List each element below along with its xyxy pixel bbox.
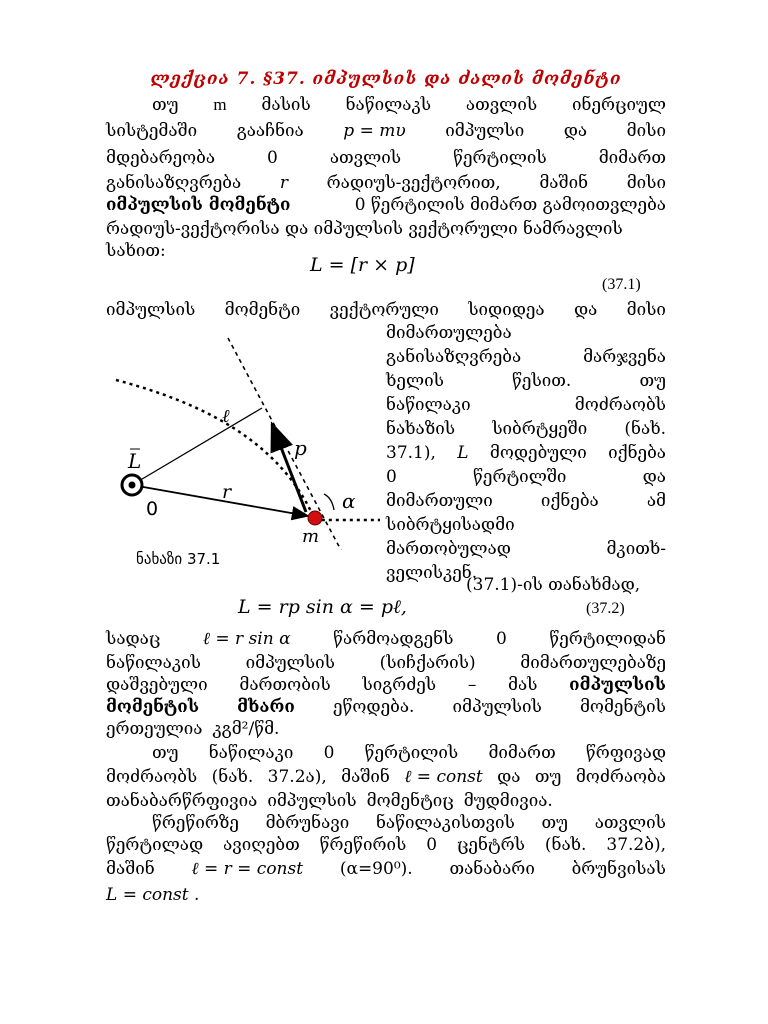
word: მხარი [237,697,295,717]
word: წრეწირის [319,835,407,855]
word: 0 [386,467,397,487]
word: და [497,767,521,787]
section-heading: §37. იმპულსის და ძალის მომენტი [263,69,622,89]
word: მისი [626,121,666,141]
word: ცენტრს [456,835,525,855]
word: მაშინ [539,173,589,193]
text-line [106,740,666,767]
label-origin: 0 [146,498,159,520]
word: მბრუნავი [265,813,350,833]
word: მისი [626,173,666,193]
figure-caption: ნახაზი 37.1 [136,550,221,568]
word: მარჯვენა [583,347,666,367]
equation-number: (37.1) [602,276,641,293]
word: ათვლის [594,813,666,833]
text-line [386,440,666,467]
word: (სიჩქარის) [379,653,476,673]
word: ნაწილაკი [208,743,294,763]
text-line [386,488,666,515]
angular-momentum-symbol: L [457,443,469,463]
word: თუ [152,95,179,115]
text-line [106,91,666,118]
word: იმპულსის [452,697,542,717]
constant-lever-formula: ℓ = const [404,767,483,787]
word: მკითხ- [606,539,666,559]
word: მომენტის [106,697,200,717]
word: მიმართ [488,743,556,763]
equation-number: (37.2) [586,600,625,617]
word: ნახაზის [386,419,456,439]
word: სისტემაში [106,121,198,141]
word: ბრუნვისას [571,859,666,879]
text-line [386,344,666,371]
text-line [106,764,666,791]
text-line [106,716,666,743]
word: წერტილიდან [549,629,666,649]
word: მომენტიც [366,791,454,811]
word: წრეწირზე [152,813,239,833]
word: განისაზღვრება [106,173,242,193]
word: წერტილის [364,743,459,763]
word: კგმ²/წმ. [212,719,280,739]
word: თანაბარწრფივია [106,791,258,811]
word: მიმართული [386,491,493,511]
word: (ნახ. [544,835,587,855]
momentum-formula: p = mυ [343,121,406,141]
word: მიმართ [598,148,666,168]
radius-vector-symbol: r [279,173,288,193]
word: მისი [626,300,666,320]
word: ნაწილაკს [345,95,432,115]
word: თუ [152,743,179,763]
word: დაშვებული [106,675,208,695]
text-line [106,145,666,172]
word: მართობის [239,675,331,695]
word: წერტილში [473,467,567,487]
angle-arc [324,494,334,510]
word: წარმოადგენს [333,629,454,649]
word: ათვლის [465,95,538,115]
word: მოძრაობს [574,395,666,415]
word: ნაწილაკის [106,653,201,673]
label-ell: ℓ [222,406,230,427]
origin-dot [129,482,136,489]
label-m: m [302,526,320,547]
word: იქნება [608,443,666,463]
word: მიმართულება [386,323,512,343]
word: თუ [541,813,569,833]
word: ვექტორული [329,300,439,320]
text-line [386,464,666,491]
constant-angular-momentum-formula: L = const . [106,885,200,905]
lecture-label: ლექცია 7. [150,69,257,89]
word: მომენტის [579,697,666,717]
word: ათვლის [329,148,402,168]
word: ერთეულია [106,719,203,739]
word: ავიღებთ [223,835,300,855]
word: და [563,121,588,141]
lecture-title [106,66,666,92]
circular-lever-formula: ℓ = r = const [191,859,304,879]
word: 37.2ა), [267,767,327,787]
word: თანაბარი [449,859,535,879]
word: სიგრძეს [362,675,437,695]
word: გააჩნია [236,121,304,141]
word: რადიუს-ვექტორისა და იმპულსის ვექტორული ნამრავლის [106,219,623,239]
text-line [386,416,666,443]
word: იმპულსი [445,121,525,141]
label-r: r [222,481,232,503]
radius-vector-arrow [132,485,308,516]
word: – [467,675,477,695]
word: მაშინ [341,767,390,787]
word: მოძრაობს [106,767,198,787]
word: განისაზღვრება [386,347,522,367]
word: მომენტი [224,300,301,320]
word: 0 [426,835,438,855]
word: წესით. [512,371,572,391]
text-line [466,572,686,599]
word: და [573,300,598,320]
word: ამ [646,491,666,511]
word: m [213,95,227,114]
word: მასის [261,95,311,115]
label-p: p [294,436,307,460]
particle-m [308,511,322,525]
text-line [386,320,666,347]
word: მდებარეობა [106,148,216,168]
text-line [106,118,666,145]
term-angular-momentum: იმპულსის მომენტი [106,195,291,215]
figure-37-1 [110,330,382,550]
word: მიმართულებაზე [520,653,666,673]
word: (ნახ. [624,419,666,439]
word: იქნება [540,491,599,511]
word: მუდმივია. [463,791,553,811]
word: 0 [323,743,335,763]
word: მას [508,675,538,695]
word: ხელის [386,371,444,391]
equation-text: L = [r × p] [310,254,415,276]
word: (ნახ. [211,767,254,787]
equation-37-2 [238,596,407,619]
word: იმპულსის [106,300,196,320]
text-line [386,512,666,539]
word: მაშინ [106,859,155,879]
text-line [106,626,666,653]
lever-arm-line [132,408,262,485]
word: სადაც [106,629,161,649]
word: ინერციულ [572,95,666,115]
word: იმპულსის [245,653,335,673]
word: წერტილად [106,835,204,855]
word: სახით: [106,241,166,261]
word: იმპულსის [569,675,666,695]
label-L: L [128,449,142,473]
word: 0 [267,148,278,168]
word: მოდებული [489,443,587,463]
lever-arm-formula: ℓ = r sin α [202,629,291,649]
word: (α=90⁰). [339,859,413,879]
text-line [106,192,666,219]
text-line [386,536,666,563]
word: მართობულად [386,539,511,559]
word: 0 [495,629,507,649]
word: მოძრაობა [575,767,666,787]
word: 37.1), [386,443,436,463]
word: თუ [639,371,666,391]
word: რადიუს-ვექტორით, [326,173,501,193]
word: სიბრტყისადმი [386,515,515,535]
word: იმპულსის [267,791,357,811]
reference-text: (37.1)-ის თანახმად, [466,575,641,595]
word: თუ [534,767,562,787]
text-line [386,392,666,419]
equation-text: L = rp sin α = pℓ, [238,596,407,618]
word: ეწოდება. [332,697,415,717]
word: 0 წერტილის მიმართ გამოითვლება [354,195,666,215]
text-line [106,856,666,883]
word: წერტილის [453,148,547,168]
word: 37.2ბ), [606,835,666,855]
word: ნაწილაკი [386,395,471,415]
word: სიდიდეა [468,300,545,320]
word: სიბრტყეში [492,419,588,439]
word: ველისკენ. [386,563,478,583]
momentum-line-extension [228,338,342,550]
text-line [386,368,666,395]
word: და [642,467,666,487]
word: ნაწილაკისთვის [375,813,515,833]
label-alpha: α [342,489,356,513]
text-line [106,832,666,859]
text-line [106,882,666,909]
word: წრფივად [585,743,666,763]
equation-37-1 [310,254,415,276]
